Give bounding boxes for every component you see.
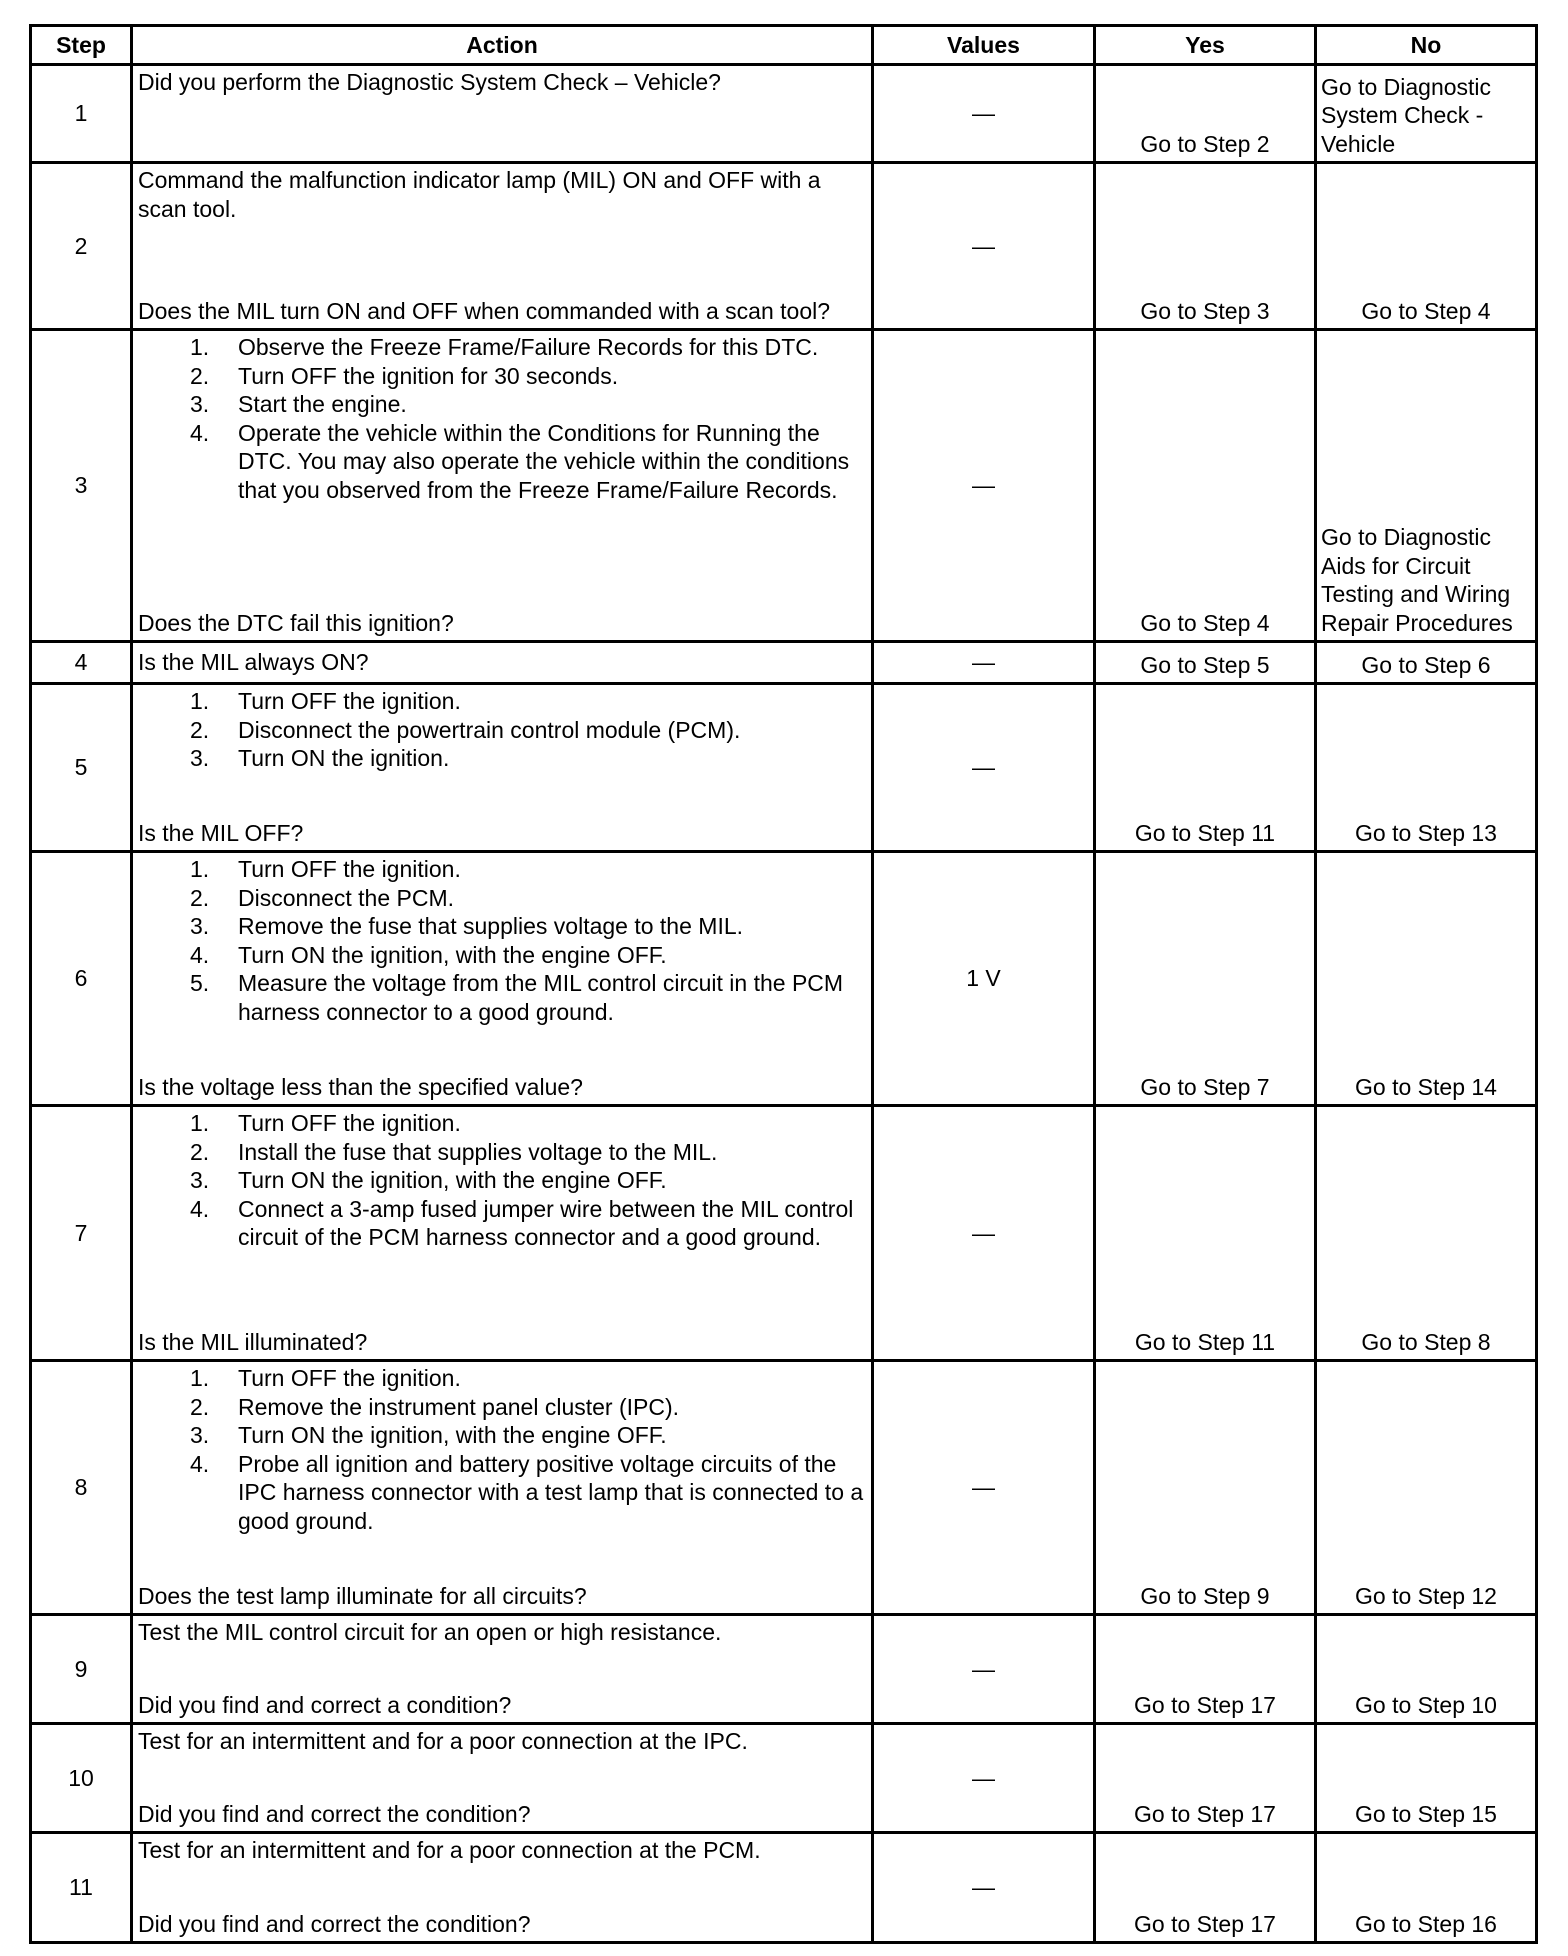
action-cell	[132, 642, 873, 684]
action-question: Does the MIL turn ON and OFF when commanded with a scan tool?	[138, 297, 831, 324]
action-cell	[132, 684, 873, 852]
list-item	[138, 744, 865, 773]
values-cell: —	[873, 1106, 1095, 1361]
list-item	[138, 1195, 865, 1252]
list-item	[138, 390, 865, 419]
no-action: Go to Step 8	[1316, 1106, 1537, 1361]
table-row	[31, 1724, 1537, 1833]
list-item	[138, 1138, 865, 1167]
list-item	[138, 362, 865, 391]
list-item-text: Turn ON the ignition, with the engine OFF.	[238, 1167, 667, 1193]
table-row	[31, 642, 1537, 684]
list-item-number: 1.	[190, 1110, 210, 1136]
list-item	[138, 333, 865, 362]
table-row	[31, 852, 1537, 1106]
action-question: Did you find and correct the condition?	[138, 1800, 531, 1827]
table-row	[31, 1833, 1537, 1943]
list-item-number: 2.	[190, 1138, 210, 1165]
table-row	[31, 1106, 1537, 1361]
yes-action: Go to Step 17	[1095, 1615, 1316, 1724]
no-action: Go to Diagnostic System Check - Vehicle	[1316, 65, 1537, 163]
list-item-text: Remove the instrument panel cluster (IPC).	[238, 1393, 680, 1420]
step-number: 10	[31, 1724, 132, 1833]
list-item-number: 3.	[190, 913, 210, 939]
list-item-text: Turn OFF the ignition.	[238, 1365, 461, 1391]
step-number: 2	[31, 163, 132, 330]
list-item-text: Turn OFF the ignition.	[238, 1110, 461, 1136]
list-item-number: 2.	[190, 716, 210, 743]
no-action: Go to Step 16	[1316, 1833, 1537, 1943]
no-action: Go to Diagnostic Aids for Circuit Testing and Wiring Repair Procedures	[1316, 330, 1537, 642]
list-item	[138, 941, 865, 970]
action-cell	[132, 1833, 873, 1943]
list-item-text: Connect a 3-amp fused jumper wire between the MIL control circuit of the PCM harness connector and a good ground.	[238, 1195, 854, 1250]
values-cell: —	[873, 642, 1095, 684]
list-item-number: 4.	[190, 941, 210, 968]
action-instruction: Test the MIL control circuit for an open or high resistance.	[138, 1619, 722, 1645]
values-cell: —	[873, 1724, 1095, 1833]
list-item-text: Observe the Freeze Frame/Failure Records for this DTC.	[238, 334, 819, 360]
list-item-number: 3.	[190, 745, 210, 771]
action-question: Did you find and correct the condition?	[138, 1910, 531, 1937]
action-steps-list	[138, 687, 865, 773]
header-action: Action	[132, 26, 873, 65]
list-item-text: Probe all ignition and battery positive voltage circuits of the IPC harness connector with a test lamp that is connected to a good ground.	[238, 1450, 864, 1534]
table-row	[31, 330, 1537, 642]
action-steps-list	[138, 1109, 865, 1252]
yes-action: Go to Step 4	[1095, 330, 1316, 642]
action-cell	[132, 330, 873, 642]
header-no: No	[1316, 26, 1537, 65]
list-item-text: Remove the fuse that supplies voltage to the MIL.	[238, 913, 744, 939]
list-item-number: 4.	[190, 1195, 210, 1222]
header-values: Values	[873, 26, 1095, 65]
list-item	[138, 419, 865, 505]
list-item-number: 1.	[190, 688, 210, 714]
list-item-text: Measure the voltage from the MIL control circuit in the PCM harness connector to a good ground.	[238, 970, 844, 1025]
list-item-text: Disconnect the PCM.	[238, 884, 455, 911]
list-item	[138, 884, 865, 913]
action-steps-list	[138, 1364, 865, 1535]
step-number: 11	[31, 1833, 132, 1943]
list-item	[138, 912, 865, 941]
no-action: Go to Step 12	[1316, 1361, 1537, 1615]
action-question: Is the voltage less than the specified value?	[138, 1073, 583, 1100]
step-number: 9	[31, 1615, 132, 1724]
list-item	[138, 1166, 865, 1195]
values-cell: 1 V	[873, 852, 1095, 1106]
values-cell: —	[873, 163, 1095, 330]
list-item-number: 1.	[190, 856, 210, 882]
list-item	[138, 855, 865, 884]
list-item-text: Turn ON the ignition, with the engine OFF.	[238, 1422, 667, 1448]
header-row	[31, 26, 1537, 65]
list-item-text: Turn OFF the ignition.	[238, 856, 461, 882]
header-yes: Yes	[1095, 26, 1316, 65]
list-item-text: Disconnect the powertrain control module (PCM).	[238, 716, 741, 743]
no-action: Go to Step 13	[1316, 684, 1537, 852]
values-cell: —	[873, 1361, 1095, 1615]
list-item-text: Turn ON the ignition, with the engine OFF.	[238, 941, 667, 968]
yes-action: Go to Step 11	[1095, 1106, 1316, 1361]
list-item-text: Operate the vehicle within the Conditions for Running the DTC. You may also operate the vehicle within the conditions that you observed from the Freeze Frame/Failure Records.	[238, 419, 850, 503]
list-item-text: Turn OFF the ignition for 30 seconds.	[238, 362, 619, 389]
step-number: 1	[31, 65, 132, 163]
action-instruction: Test for an intermittent and for a poor connection at the IPC.	[138, 1728, 748, 1754]
action-cell	[132, 163, 873, 330]
list-item-text: Install the fuse that supplies voltage to the MIL.	[238, 1138, 718, 1165]
action-steps-list	[138, 333, 865, 504]
values-cell: —	[873, 684, 1095, 852]
step-number: 3	[31, 330, 132, 642]
list-item-number: 2.	[190, 362, 210, 389]
table-body	[31, 65, 1537, 1943]
action-cell	[132, 65, 873, 163]
yes-action: Go to Step 3	[1095, 163, 1316, 330]
values-cell: —	[873, 1833, 1095, 1943]
yes-action: Go to Step 7	[1095, 852, 1316, 1106]
table-row	[31, 1615, 1537, 1724]
no-action: Go to Step 15	[1316, 1724, 1537, 1833]
action-question: Is the MIL always ON?	[138, 648, 369, 675]
no-action: Go to Step 10	[1316, 1615, 1537, 1724]
list-item-text: Turn OFF the ignition.	[238, 688, 461, 714]
yes-action: Go to Step 5	[1095, 642, 1316, 684]
list-item-number: 1.	[190, 1365, 210, 1391]
diagnostic-table	[29, 24, 1538, 1944]
list-item-number: 1.	[190, 334, 210, 360]
action-cell	[132, 1724, 873, 1833]
header-step: Step	[31, 26, 132, 65]
action-cell	[132, 1615, 873, 1724]
step-number: 7	[31, 1106, 132, 1361]
no-action: Go to Step 6	[1316, 642, 1537, 684]
step-number: 6	[31, 852, 132, 1106]
action-question: Does the DTC fail this ignition?	[138, 609, 454, 636]
table-row	[31, 65, 1537, 163]
list-item	[138, 1109, 865, 1138]
list-item-number: 2.	[190, 1393, 210, 1420]
yes-action: Go to Step 2	[1095, 65, 1316, 163]
yes-action: Go to Step 17	[1095, 1833, 1316, 1943]
list-item	[138, 969, 865, 1026]
list-item-text: Turn ON the ignition.	[238, 745, 450, 771]
table-row	[31, 684, 1537, 852]
no-action: Go to Step 14	[1316, 852, 1537, 1106]
list-item	[138, 1364, 865, 1393]
no-action: Go to Step 4	[1316, 163, 1537, 330]
action-question: Is the MIL illuminated?	[138, 1328, 368, 1355]
action-question: Did you find and correct a condition?	[138, 1691, 512, 1718]
table-row	[31, 163, 1537, 330]
list-item	[138, 1450, 865, 1536]
action-steps-list	[138, 855, 865, 1026]
list-item	[138, 1421, 865, 1450]
list-item-number: 5.	[190, 970, 210, 996]
values-cell: —	[873, 330, 1095, 642]
list-item-number: 2.	[190, 884, 210, 911]
list-item-number: 3.	[190, 391, 210, 417]
list-item-number: 3.	[190, 1422, 210, 1448]
list-item-number: 3.	[190, 1167, 210, 1193]
step-number: 8	[31, 1361, 132, 1615]
action-cell	[132, 1361, 873, 1615]
list-item	[138, 687, 865, 716]
yes-action: Go to Step 17	[1095, 1724, 1316, 1833]
action-question: Does the test lamp illuminate for all circuits?	[138, 1582, 587, 1609]
yes-action: Go to Step 11	[1095, 684, 1316, 852]
table-row	[31, 1361, 1537, 1615]
action-instruction: Test for an intermittent and for a poor connection at the PCM.	[138, 1837, 761, 1863]
values-cell: —	[873, 65, 1095, 163]
list-item-text: Start the engine.	[238, 391, 407, 417]
action-cell	[132, 852, 873, 1106]
action-cell	[132, 1106, 873, 1361]
values-cell: —	[873, 1615, 1095, 1724]
list-item	[138, 1393, 865, 1422]
step-number: 5	[31, 684, 132, 852]
yes-action: Go to Step 9	[1095, 1361, 1316, 1615]
action-question: Did you perform the Diagnostic System Check – Vehicle?	[138, 69, 721, 95]
list-item-number: 4.	[190, 1450, 210, 1477]
list-item-number: 4.	[190, 419, 210, 446]
list-item	[138, 716, 865, 745]
action-instruction: Command the malfunction indicator lamp (MIL) ON and OFF with a scan tool.	[138, 167, 821, 222]
action-question: Is the MIL OFF?	[138, 819, 304, 846]
step-number: 4	[31, 642, 132, 684]
